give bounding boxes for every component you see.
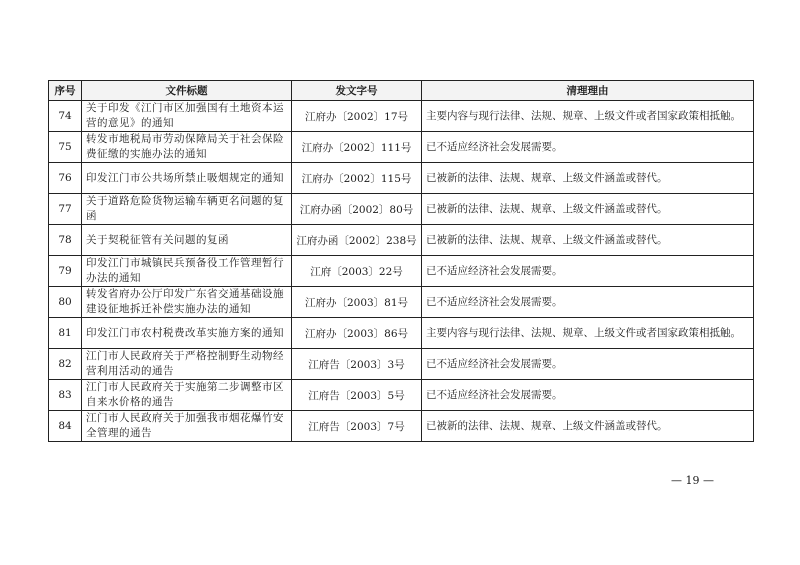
row-reason: 已被新的法律、法规、规章、上级文件涵盖或替代。 bbox=[422, 411, 754, 442]
table-row bbox=[49, 101, 754, 132]
row-no: 83 bbox=[49, 380, 82, 411]
header-title: 文件标题 bbox=[82, 81, 292, 101]
row-reason: 主要内容与现行法律、法规、规章、上级文件或者国家政策相抵触。 bbox=[422, 318, 754, 349]
row-doc-no: 江府办函〔2002〕80号 bbox=[292, 194, 422, 225]
table-row bbox=[49, 287, 754, 318]
row-no: 74 bbox=[49, 101, 82, 132]
table-row bbox=[49, 132, 754, 163]
row-doc-no: 江府办〔2003〕81号 bbox=[292, 287, 422, 318]
table-row bbox=[49, 194, 754, 225]
table-row bbox=[49, 256, 754, 287]
row-title: 转发省府办公厅印发广东省交通基础设施建设征地拆迁补偿实施办法的通知 bbox=[82, 287, 292, 318]
row-title: 印发江门市城镇民兵预备役工作管理暂行办法的通知 bbox=[82, 256, 292, 287]
page-number: — 19 — bbox=[671, 474, 714, 487]
table-row bbox=[49, 411, 754, 442]
row-no: 81 bbox=[49, 318, 82, 349]
row-reason: 已被新的法律、法规、规章、上级文件涵盖或替代。 bbox=[422, 163, 754, 194]
row-title: 江门市人民政府关于加强我市烟花爆竹安全管理的通告 bbox=[82, 411, 292, 442]
row-reason: 已不适应经济社会发展需要。 bbox=[422, 349, 754, 380]
row-reason: 已被新的法律、法规、规章、上级文件涵盖或替代。 bbox=[422, 225, 754, 256]
row-title: 印发江门市公共场所禁止吸烟规定的通知 bbox=[82, 163, 292, 194]
table-header-row bbox=[49, 81, 754, 101]
row-doc-no: 江府办〔2002〕111号 bbox=[292, 132, 422, 163]
document-table bbox=[48, 80, 754, 442]
row-no: 75 bbox=[49, 132, 82, 163]
header-reason: 清理理由 bbox=[422, 81, 754, 101]
row-no: 77 bbox=[49, 194, 82, 225]
row-doc-no: 江府办〔2003〕86号 bbox=[292, 318, 422, 349]
row-no: 78 bbox=[49, 225, 82, 256]
row-title: 江门市人民政府关于实施第二步调整市区自来水价格的通告 bbox=[82, 380, 292, 411]
table-row bbox=[49, 318, 754, 349]
row-doc-no: 江府告〔2003〕7号 bbox=[292, 411, 422, 442]
row-doc-no: 江府办函〔2002〕238号 bbox=[292, 225, 422, 256]
header-no: 序号 bbox=[49, 81, 82, 101]
row-reason: 已不适应经济社会发展需要。 bbox=[422, 380, 754, 411]
row-title: 关于道路危险货物运输车辆更名问题的复函 bbox=[82, 194, 292, 225]
row-no: 80 bbox=[49, 287, 82, 318]
row-doc-no: 江府〔2003〕22号 bbox=[292, 256, 422, 287]
row-reason: 已不适应经济社会发展需要。 bbox=[422, 132, 754, 163]
row-no: 76 bbox=[49, 163, 82, 194]
row-no: 82 bbox=[49, 349, 82, 380]
row-doc-no: 江府告〔2003〕5号 bbox=[292, 380, 422, 411]
row-no: 84 bbox=[49, 411, 82, 442]
table-row bbox=[49, 163, 754, 194]
row-doc-no: 江府办〔2002〕17号 bbox=[292, 101, 422, 132]
row-reason: 已不适应经济社会发展需要。 bbox=[422, 287, 754, 318]
table-row bbox=[49, 225, 754, 256]
row-title: 关于契税征管有关问题的复函 bbox=[82, 225, 292, 256]
row-title: 关于印发《江门市区加强国有土地资本运营的意见》的通知 bbox=[82, 101, 292, 132]
table-row bbox=[49, 380, 754, 411]
row-title: 印发江门市农村税费改革实施方案的通知 bbox=[82, 318, 292, 349]
row-title: 江门市人民政府关于严格控制野生动物经营利用活动的通告 bbox=[82, 349, 292, 380]
row-reason: 主要内容与现行法律、法规、规章、上级文件或者国家政策相抵触。 bbox=[422, 101, 754, 132]
row-no: 79 bbox=[49, 256, 82, 287]
header-doc-no: 发文字号 bbox=[292, 81, 422, 101]
table-row bbox=[49, 349, 754, 380]
row-reason: 已不适应经济社会发展需要。 bbox=[422, 256, 754, 287]
row-title: 转发市地税局市劳动保障局关于社会保险费征缴的实施办法的通知 bbox=[82, 132, 292, 163]
row-doc-no: 江府告〔2003〕3号 bbox=[292, 349, 422, 380]
row-doc-no: 江府办〔2002〕115号 bbox=[292, 163, 422, 194]
row-reason: 已被新的法律、法规、规章、上级文件涵盖或替代。 bbox=[422, 194, 754, 225]
